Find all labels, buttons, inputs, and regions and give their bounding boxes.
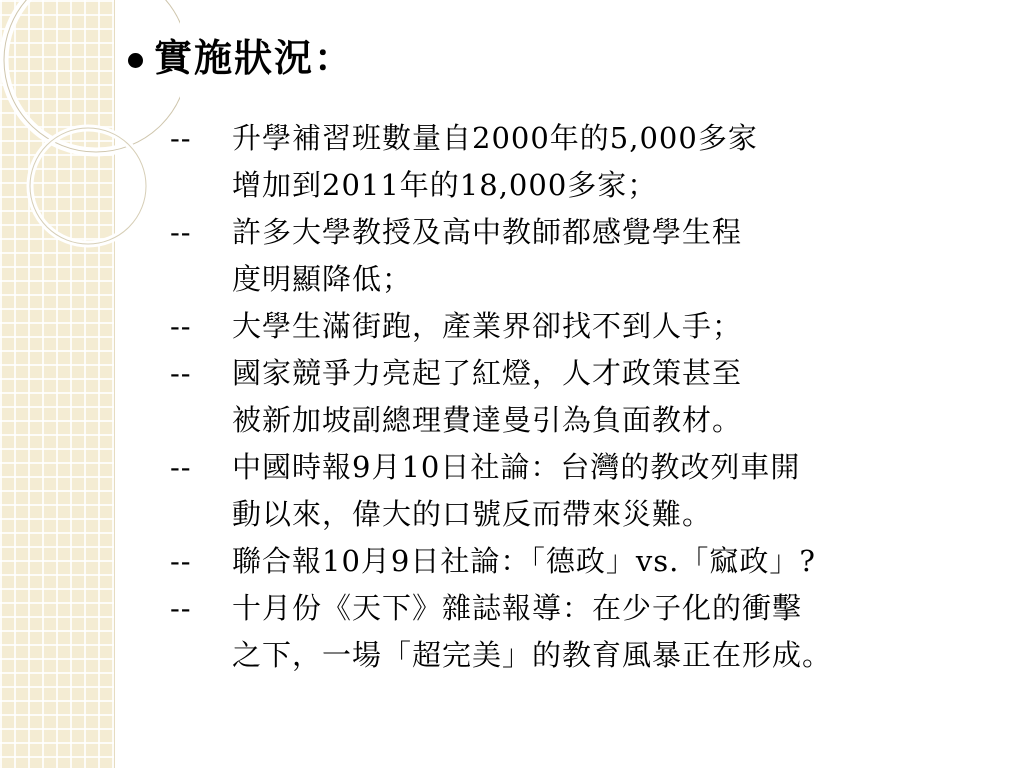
list-item-line: 之下，一場「超完美」的教育風暴正在形成。 [232,638,833,672]
list-item [128,350,1018,444]
list-item [128,115,1018,209]
list-item [128,538,1018,585]
list-item [128,444,1018,538]
list-item [128,303,1018,350]
dash-marker: -- [170,591,192,625]
heading-row [128,28,1018,88]
list-item-line: 中國時報9月10日社論：台灣的教改列車開 [232,450,801,484]
list-item-line: 增加到2011年的18,000多家； [232,168,658,202]
list-item [128,209,1018,303]
list-item-line: 動以來，偉大的口號反而帶來災難。 [232,497,713,531]
list-item-line: 被新加坡副總理費達曼引為負面教材。 [232,403,743,437]
list-item-line: 許多大學教授及高中教師都感覺學生程 [232,215,743,249]
dash-marker: -- [170,544,192,578]
list-item-line: 大學生滿街跑，產業界卻找不到人手； [232,309,743,343]
slide-content [128,28,1018,679]
dash-marker: -- [170,309,192,343]
dash-marker: -- [170,356,192,390]
dash-marker: -- [170,215,192,249]
dash-list [128,115,1018,679]
list-item [128,585,1018,679]
grid-side-panel [0,0,115,768]
list-item-line: 聯合報10月9日社論：「德政」vs.「窳政」? [232,544,816,578]
slide-heading: 實施狀況： [154,35,355,80]
dash-marker: -- [170,121,192,155]
list-item-line: 度明顯降低； [232,262,413,296]
list-item-line: 十月份《天下》雜誌報導：在少子化的衝擊 [232,591,803,625]
bullet-dot-icon [128,53,143,68]
dash-marker: -- [170,450,192,484]
list-item-line: 國家競爭力亮起了紅燈，人才政策甚至 [232,356,743,390]
list-item-line: 升學補習班數量自2000年的5,000多家 [232,121,758,155]
